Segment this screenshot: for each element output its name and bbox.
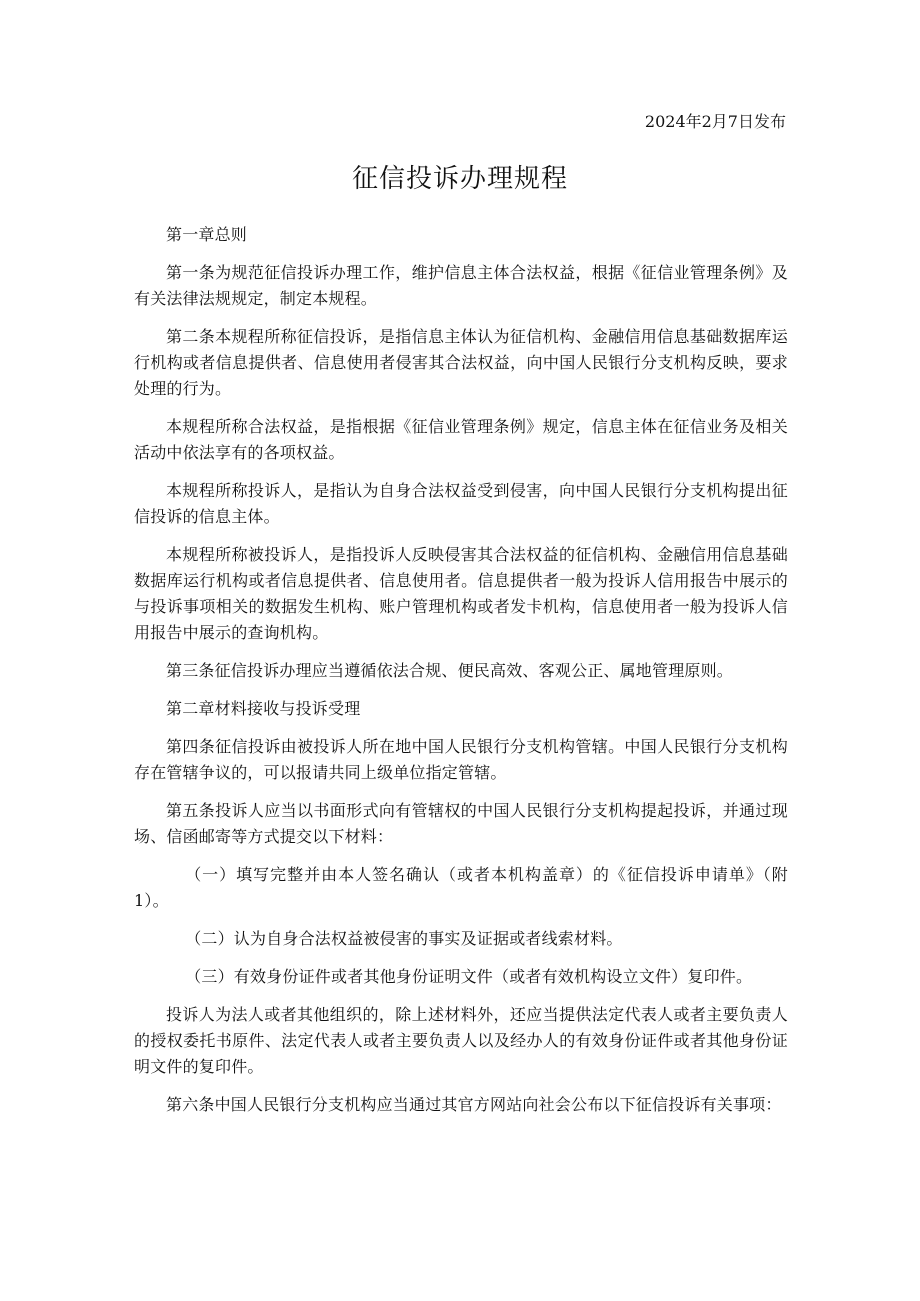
chapter-heading: 第二章材料接收与投诉受理 <box>166 699 361 718</box>
paragraph: 第二条本规程所称征信投诉，是指信息主体认为征信机构、金融信用信息基础数据库运行机构或者信息提供者、信息使用者侵害其合法权益，向中国人民银行分支机构反映，要求处理的行为。 <box>134 327 788 398</box>
paragraph: 本规程所称被投诉人，是指投诉人反映侵害其合法权益的征信机构、金融信用信息基础数据库运行机构或者信息提供者、信息使用者。信息提供者一般为投诉人信用报告中展示的与投诉事项相关的数据发生机构、账户管理机构或者发卡机构，信息使用者一般为投诉人信用报告中展示的查询机构。 <box>134 545 788 642</box>
list-item: （二）认为自身合法权益被侵害的事实及证据或者线索材料。 <box>185 929 623 948</box>
document-title: 征信投诉办理规程 <box>351 164 568 194</box>
publish-date: 2024年2月7日发布 <box>644 112 786 131</box>
paragraph: 第一条为规范征信投诉办理工作，维护信息主体合法权益，根据《征信业管理条例》及有关法律法规规定，制定本规程。 <box>134 263 788 308</box>
chapter-heading: 第一章总则 <box>166 225 248 244</box>
paragraph: 第四条征信投诉由被投诉人所在地中国人民银行分支机构管辖。中国人民银行分支机构存在管辖争议的，可以报请共同上级单位指定管辖。 <box>134 737 788 782</box>
paragraph: 本规程所称合法权益，是指根据《征信业管理条例》规定，信息主体在征信业务及相关活动中依法享有的各项权益。 <box>134 417 788 462</box>
list-item: （三）有效身份证件或者其他身份证明文件（或者有效机构设立文件）复印件。 <box>185 967 753 986</box>
paragraph: 第三条征信投诉办理应当遵循依法合规、便民高效、客观公正、属地管理原则。 <box>166 661 734 680</box>
paragraph: 第五条投诉人应当以书面形式向有管辖权的中国人民银行分支机构提起投诉，并通过现场、信函邮寄等方式提交以下材料： <box>134 801 788 846</box>
paragraph: 本规程所称投诉人，是指认为自身合法权益受到侵害，向中国人民银行分支机构提出征信投诉的信息主体。 <box>134 481 788 526</box>
paragraph: 投诉人为法人或者其他组织的，除上述材料外，还应当提供法定代表人或者主要负责人的授权委托书原件、法定代表人或者主要负责人以及经办人的有效身份证件或者其他身份证明文件的复印件。 <box>134 1005 788 1076</box>
document-body <box>134 222 788 1130</box>
list-item: （一）填写完整并由本人签名确认（或者本机构盖章）的《征信投诉申请单》（附1）。 <box>134 865 788 910</box>
paragraph: 第六条中国人民银行分支机构应当通过其官方网站向社会公布以下征信投诉有关事项： <box>166 1095 782 1114</box>
